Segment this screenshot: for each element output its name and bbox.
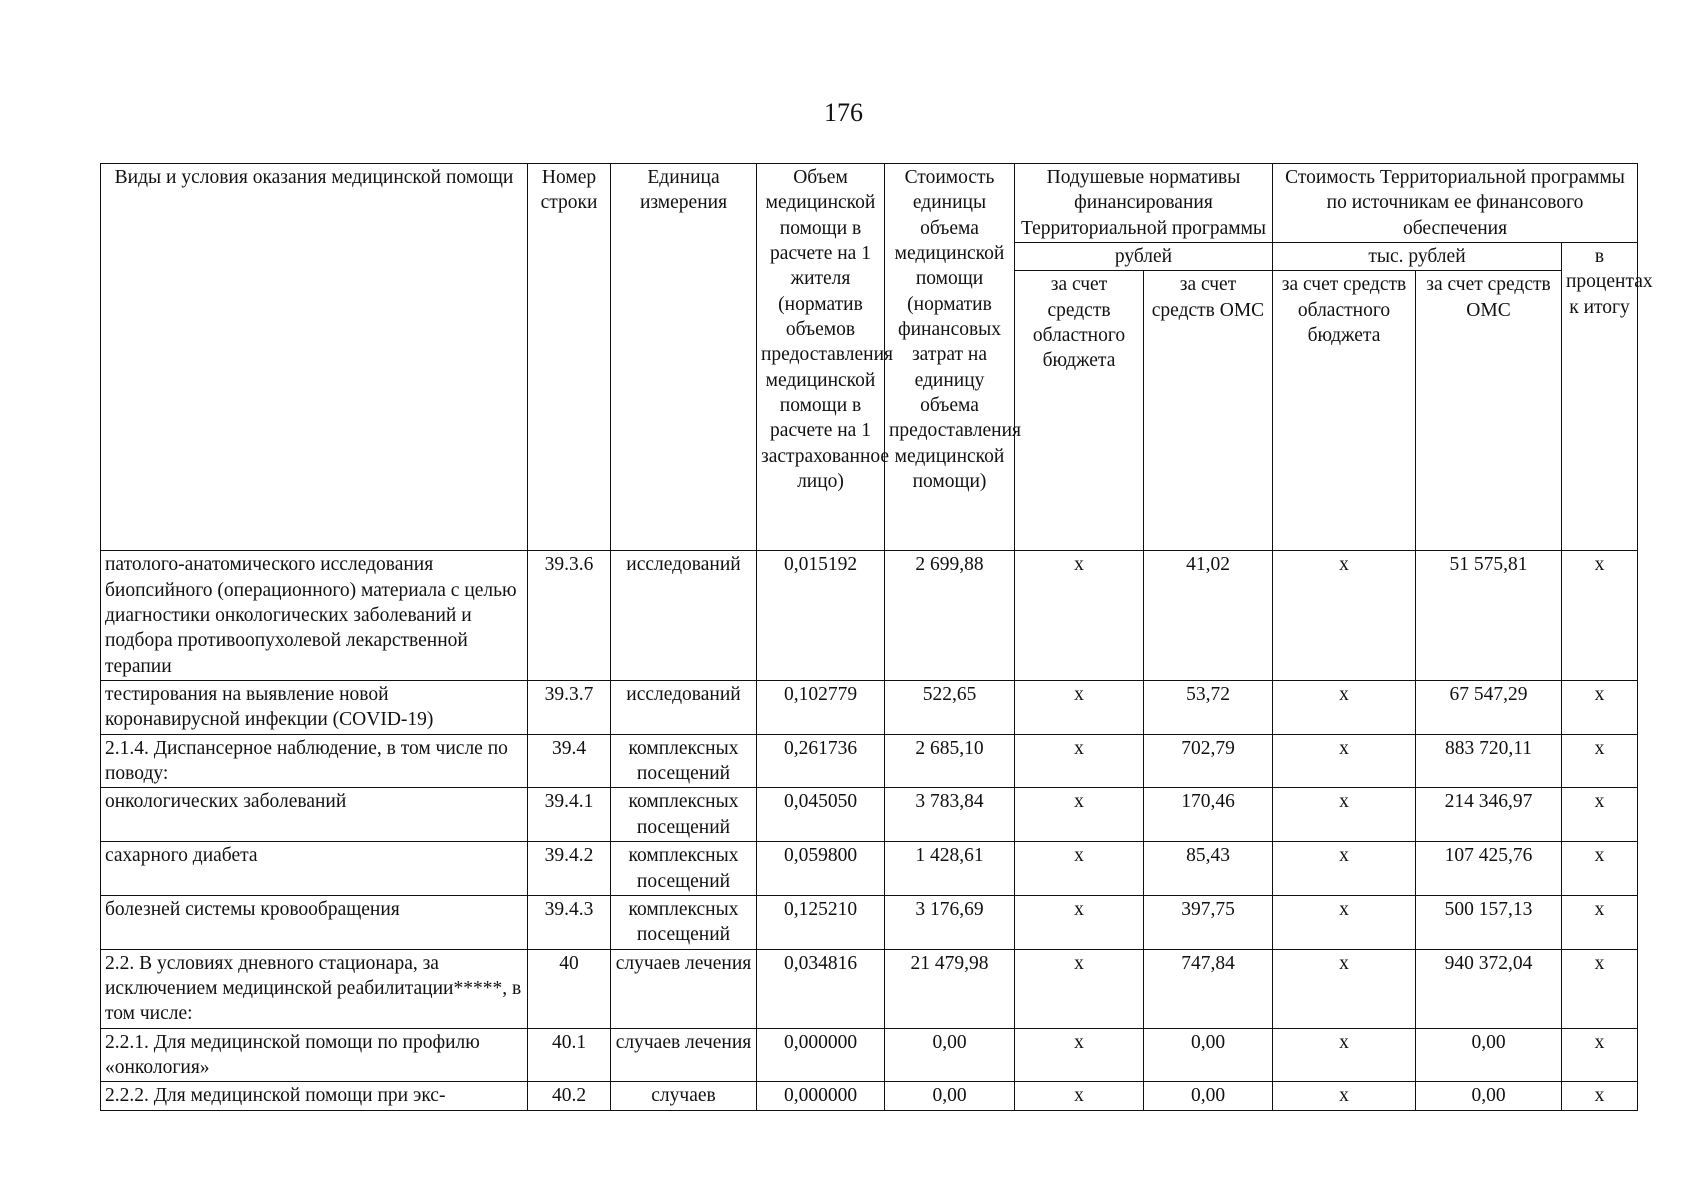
header-unit: Единица измерения xyxy=(611,164,757,551)
row-volume: 0,261736 xyxy=(757,734,885,788)
row-territorial-oms: 500 157,13 xyxy=(1416,895,1562,949)
row-per-capita-budget: х xyxy=(1015,895,1144,949)
row-unit: комплексных посещений xyxy=(611,734,757,788)
row-territorial-oms: 51 575,81 xyxy=(1416,551,1562,681)
row-per-capita-budget: х xyxy=(1015,1028,1144,1082)
row-name: онкологических заболеваний xyxy=(101,788,528,842)
row-unit: исследований xyxy=(611,551,757,681)
row-volume: 0,034816 xyxy=(757,949,885,1028)
row-volume: 0,125210 xyxy=(757,895,885,949)
header-row-1 xyxy=(101,164,1638,243)
row-territorial-budget: х xyxy=(1273,895,1416,949)
row-number: 39.4.1 xyxy=(528,788,611,842)
financing-table xyxy=(100,163,1653,1111)
row-per-capita-oms: 53,72 xyxy=(1144,681,1273,735)
row-percent: х xyxy=(1562,1028,1638,1082)
row-unit: исследований xyxy=(611,681,757,735)
table-row xyxy=(101,1082,1638,1110)
row-per-capita-budget: х xyxy=(1015,842,1144,896)
table-row xyxy=(101,788,1638,842)
row-territorial-oms: 107 425,76 xyxy=(1416,842,1562,896)
row-per-capita-oms: 702,79 xyxy=(1144,734,1273,788)
header-per-capita-budget: за счет средств областного бюджета xyxy=(1015,271,1144,551)
row-per-capita-oms: 0,00 xyxy=(1144,1028,1273,1082)
row-cost: 3 783,84 xyxy=(885,788,1015,842)
row-cost: 3 176,69 xyxy=(885,895,1015,949)
row-per-capita-oms: 397,75 xyxy=(1144,895,1273,949)
row-territorial-budget: х xyxy=(1273,842,1416,896)
row-per-capita-budget: х xyxy=(1015,551,1144,681)
row-unit: случаев лечения xyxy=(611,1028,757,1082)
row-number: 39.4.3 xyxy=(528,895,611,949)
row-number: 39.4 xyxy=(528,734,611,788)
row-name: 2.2.1. Для медицинской помощи по профилю «онкология» xyxy=(101,1028,528,1082)
header-territorial-oms: за счет средств ОМС xyxy=(1416,271,1562,551)
row-per-capita-budget: х xyxy=(1015,1082,1144,1110)
row-per-capita-oms: 747,84 xyxy=(1144,949,1273,1028)
header-per-capita-unit: рублей xyxy=(1015,243,1273,271)
table-row xyxy=(101,1028,1638,1082)
row-name: 2.1.4. Диспансерное наблюдение, в том числе по поводу: xyxy=(101,734,528,788)
header-percent: в процентах к итогу xyxy=(1562,243,1638,551)
table-row xyxy=(101,842,1638,896)
table-row xyxy=(101,895,1638,949)
row-name: 2.2. В условиях дневного стационара, за исключением медицинской реабилитации*****, в том числе: xyxy=(101,949,528,1028)
row-per-capita-oms: 170,46 xyxy=(1144,788,1273,842)
row-unit: случаев xyxy=(611,1082,757,1110)
row-cost: 21 479,98 xyxy=(885,949,1015,1028)
row-number: 40.1 xyxy=(528,1028,611,1082)
row-territorial-budget: х xyxy=(1273,1028,1416,1082)
row-territorial-oms: 0,00 xyxy=(1416,1028,1562,1082)
row-unit: комплексных посещений xyxy=(611,788,757,842)
row-per-capita-oms: 41,02 xyxy=(1144,551,1273,681)
row-number: 39.3.7 xyxy=(528,681,611,735)
row-unit: случаев лечения xyxy=(611,949,757,1028)
row-volume: 0,059800 xyxy=(757,842,885,896)
row-cost: 522,65 xyxy=(885,681,1015,735)
row-percent: х xyxy=(1562,734,1638,788)
row-volume: 0,000000 xyxy=(757,1082,885,1110)
table-row xyxy=(101,734,1638,788)
row-volume: 0,045050 xyxy=(757,788,885,842)
row-territorial-oms: 214 346,97 xyxy=(1416,788,1562,842)
row-name: сахарного диабета xyxy=(101,842,528,896)
header-volume: Объем медицинской помощи в расчете на 1 жителя (норматив объемов предоставления медицинской помощи в расчете на 1 застрахованное лицо) xyxy=(757,164,885,551)
row-territorial-oms: 0,00 xyxy=(1416,1082,1562,1110)
row-number: 39.3.6 xyxy=(528,551,611,681)
header-row-number: Номер строки xyxy=(528,164,611,551)
row-number: 40 xyxy=(528,949,611,1028)
row-territorial-oms: 883 720,11 xyxy=(1416,734,1562,788)
table-body xyxy=(101,551,1638,1110)
row-per-capita-budget: х xyxy=(1015,788,1144,842)
row-territorial-oms: 67 547,29 xyxy=(1416,681,1562,735)
row-per-capita-oms: 85,43 xyxy=(1144,842,1273,896)
table-row xyxy=(101,949,1638,1028)
row-number: 40.2 xyxy=(528,1082,611,1110)
row-percent: х xyxy=(1562,949,1638,1028)
row-per-capita-budget: х xyxy=(1015,681,1144,735)
header-type: Виды и условия оказания медицинской помощи xyxy=(101,164,528,551)
row-percent: х xyxy=(1562,788,1638,842)
row-territorial-budget: х xyxy=(1273,1082,1416,1110)
row-unit: комплексных посещений xyxy=(611,842,757,896)
row-territorial-budget: х xyxy=(1273,551,1416,681)
row-name: тестирования на выявление новой коронавирусной инфекции (COVID-19) xyxy=(101,681,528,735)
row-cost: 0,00 xyxy=(885,1028,1015,1082)
header-per-capita-oms: за счет средств ОМС xyxy=(1144,271,1273,551)
table-row xyxy=(101,551,1638,681)
row-cost: 1 428,61 xyxy=(885,842,1015,896)
row-per-capita-oms: 0,00 xyxy=(1144,1082,1273,1110)
row-territorial-budget: х xyxy=(1273,734,1416,788)
row-name: патолого-анатомического исследования биопсийного (операционного) материала с целью диагностики онкологических заболеваний и подбора противоопухолевой лекарственной терапии xyxy=(101,551,528,681)
row-percent: х xyxy=(1562,551,1638,681)
row-cost: 2 685,10 xyxy=(885,734,1015,788)
row-percent: х xyxy=(1562,842,1638,896)
row-cost: 0,00 xyxy=(885,1082,1015,1110)
row-volume: 0,000000 xyxy=(757,1028,885,1082)
row-unit: комплексных посещений xyxy=(611,895,757,949)
row-volume: 0,102779 xyxy=(757,681,885,735)
header-territorial-budget: за счет средств областного бюджета xyxy=(1273,271,1416,551)
row-territorial-budget: х xyxy=(1273,949,1416,1028)
row-name: 2.2.2. Для медицинской помощи при экс- xyxy=(101,1082,528,1110)
row-number: 39.4.2 xyxy=(528,842,611,896)
row-name: болезней системы кровообращения xyxy=(101,895,528,949)
header-per-capita-group: Подушевые нормативы финансирования Территориальной программы xyxy=(1015,164,1273,243)
row-territorial-oms: 940 372,04 xyxy=(1416,949,1562,1028)
header-territorial-unit: тыс. рублей xyxy=(1273,243,1562,271)
row-territorial-budget: х xyxy=(1273,788,1416,842)
header-cost: Стоимость единицы объема медицинской помощи (норматив финансовых затрат на единицу объема предоставления медицинской помощи) xyxy=(885,164,1015,551)
row-territorial-budget: х xyxy=(1273,681,1416,735)
table-row xyxy=(101,681,1638,735)
row-percent: х xyxy=(1562,681,1638,735)
row-per-capita-budget: х xyxy=(1015,734,1144,788)
row-percent: х xyxy=(1562,895,1638,949)
row-volume: 0,015192 xyxy=(757,551,885,681)
header-territorial-group: Стоимость Территориальной программы по источникам ее финансового обеспечения xyxy=(1273,164,1638,243)
row-cost: 2 699,88 xyxy=(885,551,1015,681)
row-percent: х xyxy=(1562,1082,1638,1110)
page-number: 176 xyxy=(824,98,863,127)
row-per-capita-budget: х xyxy=(1015,949,1144,1028)
